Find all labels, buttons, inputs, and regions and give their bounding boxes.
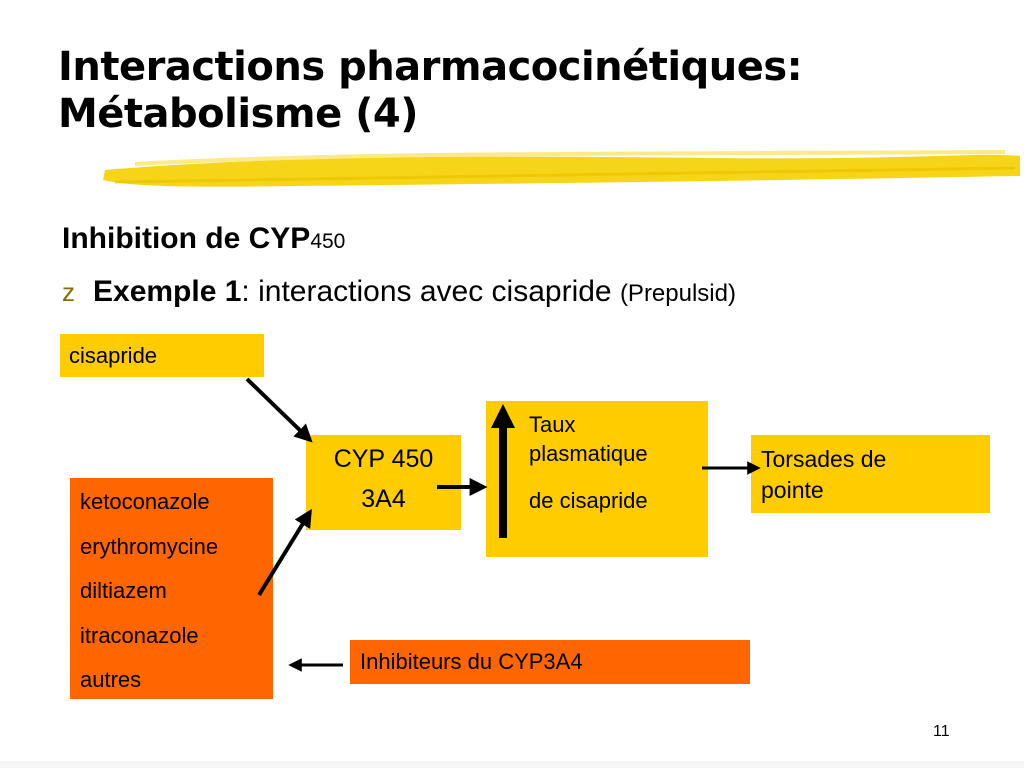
taux-line3: de cisapride (529, 488, 648, 513)
cisapride-label: cisapride (69, 343, 158, 368)
example-brand: (Prepulsid) (619, 280, 736, 307)
cyp-label-line1: CYP 450 (333, 445, 434, 473)
heading-text: Inhibition de CYP (62, 222, 311, 255)
title-line-1: Interactions pharmacocinétiques: (58, 44, 803, 90)
drug-item: diltiazem (80, 578, 167, 603)
example-label: Exemple 1 (93, 275, 242, 308)
drug-item: itraconazole (80, 622, 199, 648)
heading-subscript: 450 (310, 230, 346, 253)
torsades-line1: Torsades de (761, 446, 887, 472)
footer-bar (0, 761, 1024, 768)
slide-number: 11 (933, 723, 950, 740)
drug-item: autres (80, 667, 142, 692)
example-text: : interactions avec cisapride (241, 275, 620, 308)
bullet-icon: z (62, 277, 75, 307)
drug-item: erythromycine (80, 533, 219, 559)
drug-item: ketoconazole (80, 489, 210, 514)
taux-line1: Taux (529, 412, 576, 437)
torsades-line2: pointe (761, 477, 824, 503)
inhibitors-label: Inhibiteurs du CYP3A4 (360, 649, 583, 674)
cyp-label-line2: 3A4 (361, 485, 406, 513)
arrow-inhibitors-to-cyp (259, 512, 310, 595)
title-line-2: Métabolisme (4) (58, 91, 419, 137)
arrow-cisapride-to-cyp (247, 379, 310, 440)
taux-line2: plasmatique (529, 441, 648, 466)
